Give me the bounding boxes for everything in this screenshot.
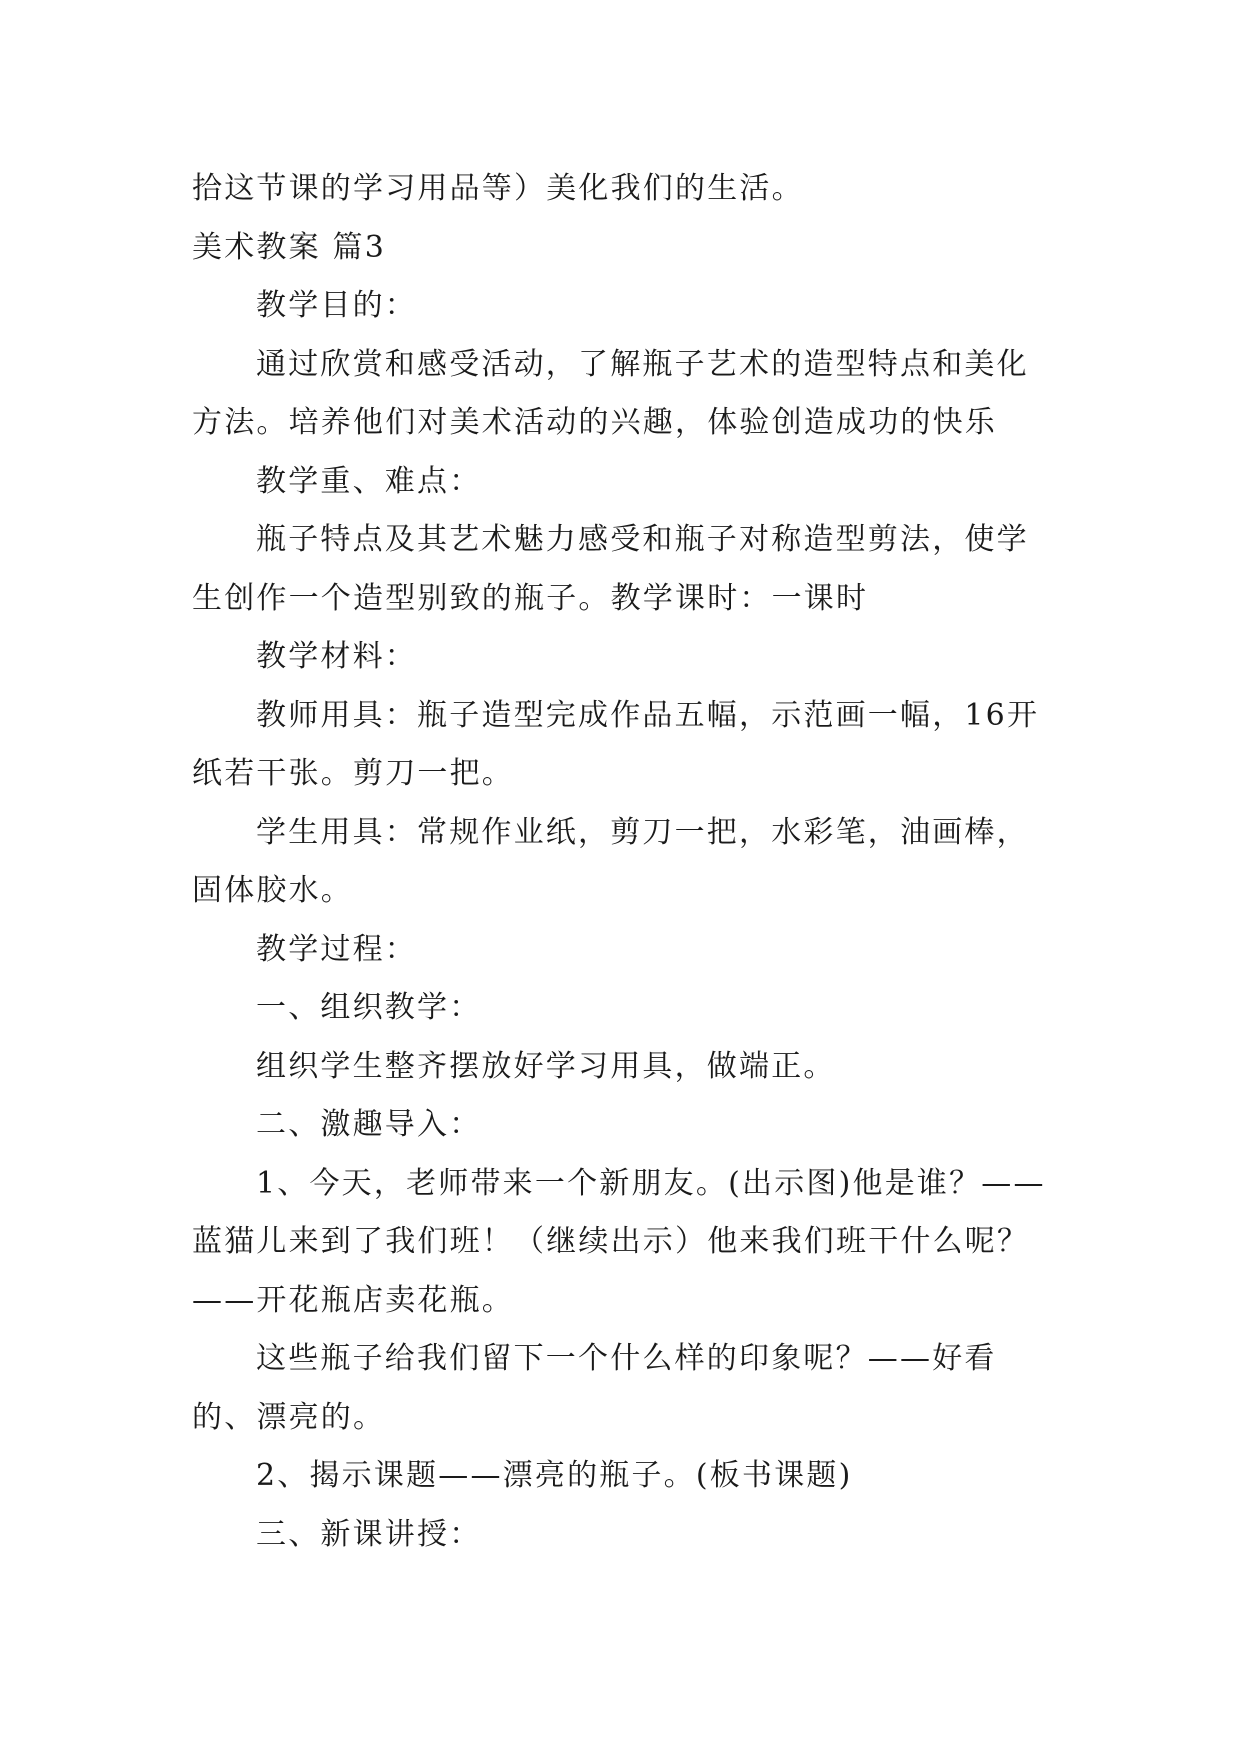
text-line: 教学过程：	[256, 931, 417, 967]
document-body	[192, 160, 1072, 1564]
text-line: 一、组织教学：	[256, 990, 482, 1025]
text-line: 瓶子特点及其艺术魅力感受和瓶子对称造型剪法，使学	[256, 522, 1029, 557]
section-heading: 美术教案 篇3	[192, 229, 387, 265]
text-line: 蓝猫儿来到了我们班！（继续出示）他来我们班干什么呢？	[192, 1224, 1030, 1259]
text-line: 拾这节课的学习用品等）美化我们的生活。	[192, 171, 804, 206]
text-line: 生创作一个造型别致的瓶子。教学课时：一课时	[192, 580, 869, 616]
text-line: 2、揭示课题——漂亮的瓶子。(板书课题)	[256, 1458, 853, 1493]
text-line: 组织学生整齐摆放好学习用具，做端正。	[256, 1048, 836, 1084]
text-line: 教师用具：瓶子造型完成作品五幅，示范画一幅，16开	[256, 697, 1040, 733]
text-line: 通过欣赏和感受活动，了解瓶子艺术的造型特点和美化	[256, 346, 1029, 382]
text-line: 教学目的：	[256, 288, 417, 323]
text-line: 的、漂亮的。	[192, 1399, 386, 1435]
text-line: 固体胶水。	[192, 873, 353, 908]
text-line: 三、新课讲授：	[256, 1516, 482, 1552]
text-line: 1、今天，老师带来一个新朋友。(出示图)他是谁？——	[256, 1165, 1046, 1201]
text-line: 纸若干张。剪刀一把。	[192, 756, 514, 791]
text-line: 方法。培养他们对美术活动的兴趣，体验创造成功的快乐	[192, 405, 997, 440]
text-line: 教学材料：	[256, 639, 417, 674]
text-line: 这些瓶子给我们留下一个什么样的印象呢？——好看	[256, 1341, 997, 1376]
text-line: ——开花瓶店卖花瓶。	[192, 1282, 514, 1318]
text-line: 教学重、难点：	[256, 463, 482, 499]
text-line: 学生用具：常规作业纸，剪刀一把，水彩笔，油画棒，	[256, 814, 1029, 850]
text-line: 二、激趣导入：	[256, 1107, 482, 1142]
